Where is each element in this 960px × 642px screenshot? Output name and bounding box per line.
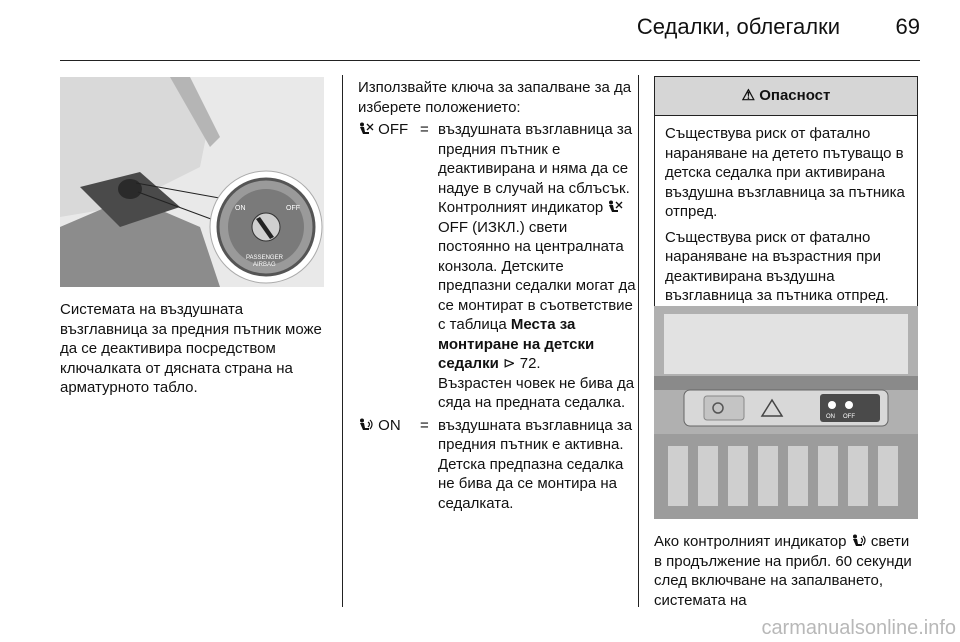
off-text-2: OFF (ИЗКЛ.) свети постоянно на централната конзола. Детските предпазни седалки могат да се монтират в съответствие с таблица (438, 218, 636, 333)
airbag-off-indicator-icon (607, 200, 623, 214)
airbag-on-icon (358, 418, 374, 432)
off-page-ref[interactable]: 72. (515, 355, 541, 372)
warning-paragraph-2: Съществува риск от фатално нараняване на възрастния при деактивирана въздушна възглавница за пътника отпред. (665, 228, 889, 304)
col-rule-left (342, 75, 343, 607)
col3-text-a: Ако контролният индикатор (654, 533, 851, 550)
on-equals: = (420, 416, 429, 434)
watermark: carmanualsonline.info (761, 617, 956, 639)
child-seat-table-link[interactable]: Места за монтиране на детски седалки (438, 316, 595, 372)
off-text-1: въздушната възглавница за предния пътник е деактивирана и няма да се надуе в случай на сблъсък. Контролният индикатор (438, 121, 633, 216)
figure2-label-on: ON (826, 414, 835, 420)
page-number: 69 (895, 14, 920, 39)
col-rule-right (638, 75, 639, 607)
airbag-key-switch-figure (60, 77, 324, 287)
page-ref-arrow-icon: ⊳ (498, 355, 516, 372)
off-text-3: Възрастен човек не бива да сяда на предната седалка. (438, 374, 635, 411)
figure1-label-on: ON (235, 205, 246, 212)
figure1-label-airbag: AIRBAG (253, 262, 276, 268)
on-text-2: Детска предпазна седалка не бива да се монтира на седалката. (438, 455, 624, 512)
on-definition (358, 416, 638, 514)
figure2-label-off: OFF (843, 414, 855, 420)
console-indicator-figure (654, 306, 918, 519)
danger-warning-box (654, 76, 918, 319)
figure1-label-off: OFF (286, 205, 300, 212)
page-header-title: Седалки, облегалки (636, 14, 840, 39)
header-rule (60, 60, 920, 61)
col2-content (358, 78, 638, 513)
warning-triangle-icon: ⚠ (741, 87, 756, 104)
col1-paragraph: Системата на въздушната възглавница за предния пътник може да се деактивира посредством ключалката от дясната страна на арматурното табло. (60, 301, 322, 396)
col3-text-b: свети в продължение на прибл. 60 секунди след включване на запалването, системата на (654, 533, 912, 609)
col2-intro: Използвайте ключа за запалване за да изберете положението: (358, 79, 632, 116)
airbag-off-icon (358, 122, 374, 136)
off-equals: = (420, 121, 429, 138)
airbag-on-indicator-icon (851, 534, 867, 548)
on-key-label: ON (378, 416, 401, 434)
off-key-label: OFF (378, 121, 409, 138)
off-definition (358, 120, 638, 413)
col3-paragraph (654, 532, 919, 610)
warning-paragraph-1: Съществува риск от фатално нараняване на детето пътуващо в детска седалка при активирана въздушна възглавница за пътника отпред. (665, 125, 905, 220)
figure1-label-passenger: PASSENGER (246, 255, 283, 261)
warning-title: Опасност (759, 87, 831, 104)
on-text-1: въздушната възглавница за предния пътник е активна. (438, 416, 633, 453)
